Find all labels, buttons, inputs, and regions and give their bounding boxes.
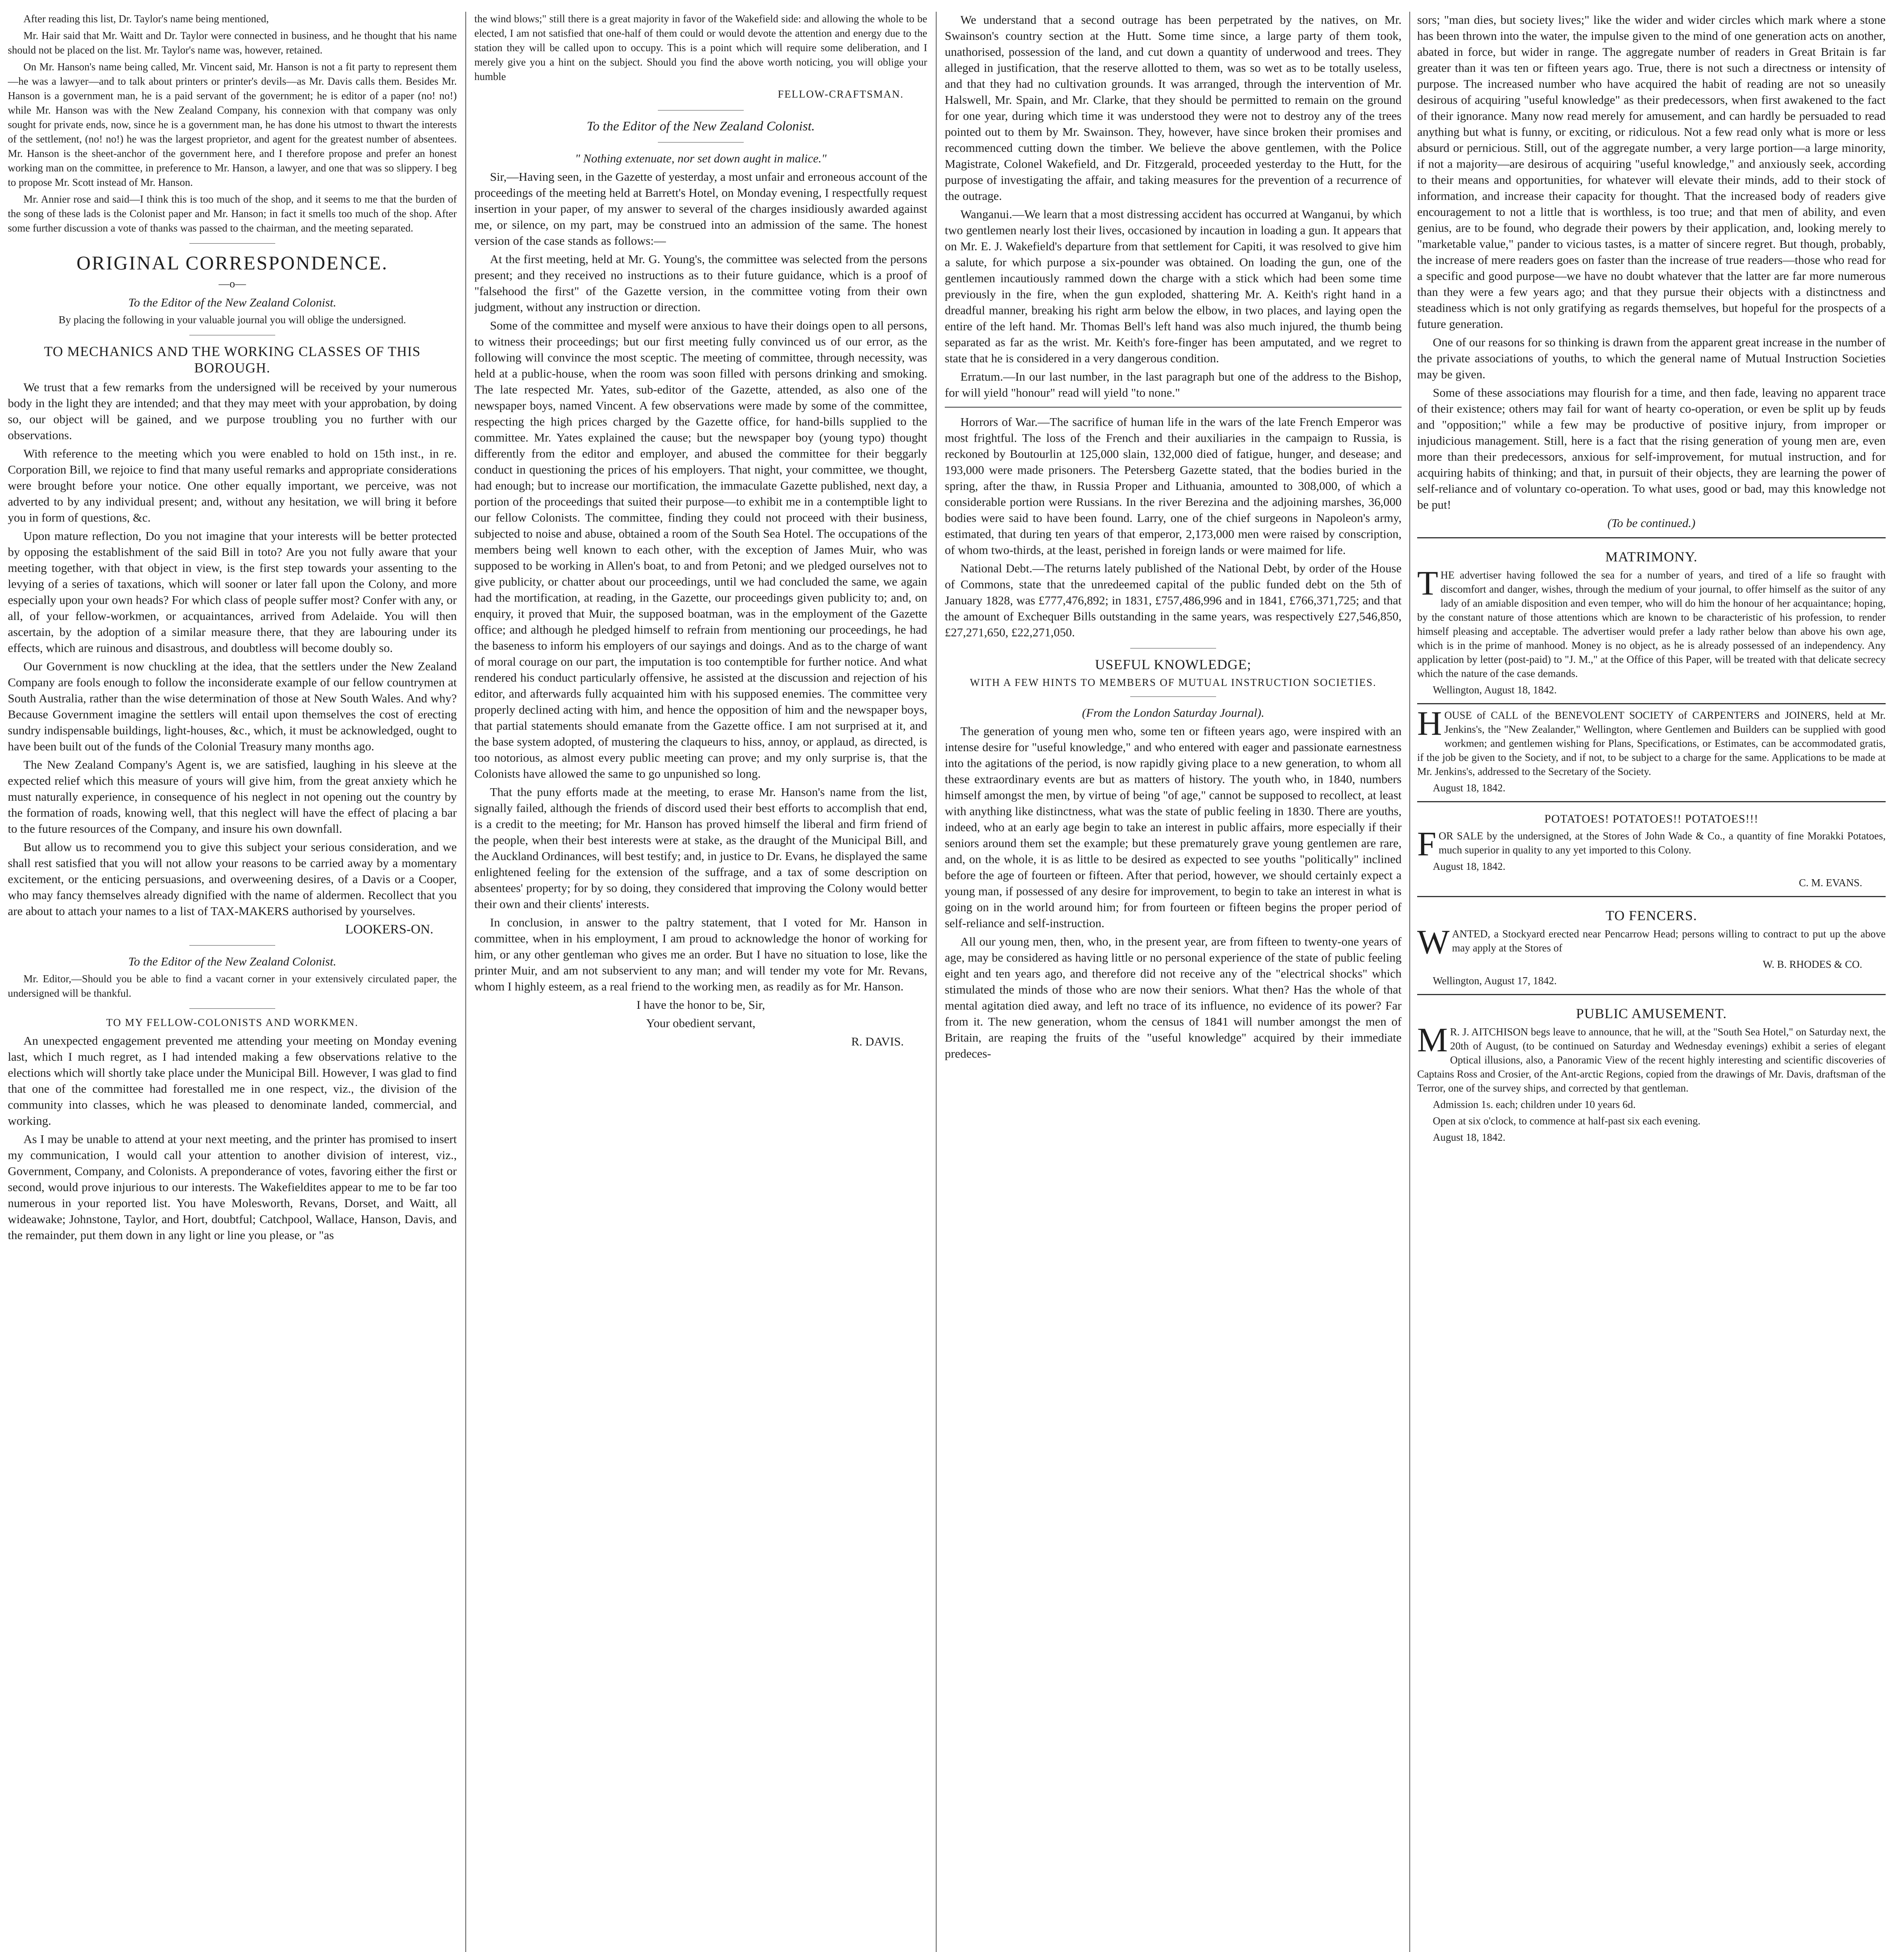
advertisement-text: MR. J. AITCHISON begs leave to announce, that he will, at the "South Sea Hotel," on Saturday next, the 20th of August, (to be continued on Saturday and Wednesday evenings) exhibit a series of elegant Optical illusions, also, a Panoramic View of the recent highly interesting and scientific discoveries of Captains Ross and Crosier, of the Ant-arctic Regions, copied from the drawings of Mr. Davis, draftsman of the Terror, one of the survey ships, and corrected by that gentleman. [1417, 1021, 1886, 1094]
divider [1130, 696, 1216, 697]
closing-line: Your obedient servant, [646, 1016, 756, 1030]
paragraph: We trust that a few remarks from the undersigned will be received by your numerous body in the light they are intended; and that they may meet with your approbation, by doing so, our object will be gained, and we purpose troubling you no further with our observations. [8, 380, 457, 442]
column-rule [465, 12, 466, 1952]
advertisement-date: Wellington, August 18, 1842. [1433, 684, 1557, 696]
paragraph: All our young men, then, who, in the present year, are from fifteen to twenty-one years of age, may be considered as having little or no personal experience of the state of public feeling eight and ten years ago, and therefore did not receive any of the "electrical shocks" which stimulated the minds of those who are now their seniors. What then? Has the whole of that mental agitation died away, and left no trace of its influence, no evidence of its power? Far from it. The new generation, whom the census of 1841 will number amongst the men of Britain, are reaping the fruits of the "useful knowledge" acquired by their immediate predeces- [945, 935, 1402, 1060]
advertisement-potatoes [1417, 801, 1886, 890]
column-2 [474, 12, 927, 1952]
paragraph: Sir,—Having seen, in the Gazette of yesterday, a most unfair and erroneous account of the proceedings of the meeting held at Barrett's Hotel, on Monday evening, I respectfully request insertion in your paper, of my answer to several of the charges insidiously awarded against me, or silence, on my part, may be construed into an admission of the same. The honest version of the case stands as follows:— [474, 170, 927, 248]
paragraph: One of our reasons for so thinking is drawn from the apparent great increase in the number of the private associations of youths, to which the general name of Mutual Instruction Societies may be given. [1417, 335, 1886, 381]
letter-address: To the Editor of the New Zealand Colonist. [128, 296, 337, 309]
paragraph: The New Zealand Company's Agent is, we are satisfied, laughing in his sleeve at the expected relief which this measure of yours will give him, from the great anxiety which he must naturally experience, in consequence of his neglect in not opening out the country by the formation of roads, knowing well, that this neglect will have the effect of placing a bar to the future resources of the Company, and insure his own downfall. [8, 758, 457, 835]
letter-heading: TO MECHANICS AND THE WORKING CLASSES OF THIS BOROUGH. [44, 344, 421, 376]
advertisement-line: Admission 1s. each; children under 10 years 6d. [1433, 1099, 1636, 1110]
news-item: National Debt.—The returns lately published of the National Debt, by order of the House of Commons, state that the unredeemed capital of the public funded debt on the 5th of January 1828, was £777,476,892; in 1831, £757,486,996 and in 1841, £766,371,725; and that the amount of Exchequer Bills outstanding in the same years, was respectively £27,546,850, £27,271,650, £22,271,050. [945, 561, 1402, 639]
paragraph: The generation of young men who, some ten or fifteen years ago, were inspired with an intense desire for "useful knowledge," and who entered with eager and passionate earnestness into the agitations of the period, is now rapidly giving place to a new generation, to whom all these extraordinary events are but as matters of history. The youth who, in 1840, numbers himself amongst the men, by virtue of being "of age," cannot be supposed to recollect, at least with anything like distinctness, what was the state of public feeling in 1830. There are youths, indeed, who at an early age begin to take an interest in public affairs, more especially if their seniors around them set the example; but these prematurely grave young gentlemen are rare, and, on the whole, it is as little to be desired as expected to see youths "politically" inclined before the age of fourteen or fifteen. After that period, however, we should certainly expect a young man, if possessed of any desire for improvement, to begin to take an interest in what is going on in the world around him; for from fourteen or fifteen begins the proper period of self-reliance and self-instruction. [945, 724, 1402, 930]
paragraph: At the first meeting, held at Mr. G. Young's, the committee was selected from the persons present; and they received no instructions as to their future guidance, which is a proof of "falsehood the first" of the Gazette version, in the committee voting from their own judgment, without any instruction or direction. [474, 252, 927, 314]
letter-address: To the Editor of the New Zealand Colonist. [128, 955, 337, 968]
advertisement-matrimony [1417, 537, 1886, 697]
divider [189, 945, 275, 946]
news-item: Horrors of War.—The sacrifice of human life in the wars of the late French Emperor was most frightful. The loss of the French and their auxiliaries in the campaign to Russia, is reckoned by Boutourlin at 125,000 slain, 132,000 died of fatigue, hunger, and desease; and 193,000 were made prisoners. The Petersberg Gazette stated, that the bodies buried in the spring, after the thaw, in Russia Proper and Lithuania, amounted to 308,000, of which a considerable portion were Russians. In the river Berezina and the adjoining marshes, 36,000 bodies were said to have been found. Larry, one of the chief surgeons in Napoleon's army, estimated, that during ten years of that emperor, 2,173,000 men were raised by conscription, of whom two-thirds, at the least, perished in foreign lands or were maimed for life. [945, 415, 1402, 557]
advertisement-date: August 18, 1842. [1433, 1131, 1506, 1143]
paragraph: the wind blows;" still there is a great majority in favor of the Wakefield side: and allowing the whole to be elected, I am not satisfied that one-half of them could or would devote the attention and energy due to the station they will be called upon to occupy. This is a point which will require some deliberation, and I merely give you a hint on the subject. Should you find the above worth noticing, you will oblige your humble [474, 13, 927, 82]
advertisement-date: August 18, 1842. [1433, 782, 1506, 794]
advertisement-signature: C. M. EVANS. [1799, 877, 1862, 889]
advertisement-text: WANTED, a Stockyard erected near Pencarrow Head; persons willing to contract to put up the above may apply at the Stores of [1417, 923, 1886, 961]
column-3 [945, 12, 1402, 1952]
paragraph: Upon mature reflection, Do you not imagine that your interests will be better protected by opposing the establishment of the said Bill in toto? Are you not fully aware that your meeting together, with that object in view, is the first step towards your assenting to the levying of a series of taxations, which will sooner or later fall upon the Colony, and more especially upon your own heads? For which class of people suffer most? Confer with any, or all, of your fellow-workmen, or acquaintances, arrived from Adelaide. You will then ascertain, by the adoption of a similar measure there, that they are labouring under its effects, which are ruinous and disastrous, and doubtless will become doubly so. [8, 529, 457, 655]
letter-address: To the Editor of the New Zealand Colonist. [586, 119, 815, 134]
paragraph: Some of these associations may flourish for a time, and then fade, leaving no apparent trace of their existence; others may fail for want of hearty co-operation, or even be split up by feuds and "opposition;" while a few may be productive of positive injury, from improper or injudicious management. Still, here is a fact that the rising generation of young men are, even more than their predecessors, anxious for self-improvement, for mutual instruction, and for acquiring habits of thinking; and that, in pursuit of their objects, they are learning the power of self-reliance and of voluntary co-operation. To what uses, good or bad, may this knowledge not be put! [1417, 386, 1886, 511]
continued-note: (To be continued.) [1607, 516, 1696, 530]
signature: FELLOW-CRAFTSMAN. [778, 88, 904, 100]
advertisement-fencers [1417, 896, 1886, 988]
article-source: (From the London Saturday Journal). [1082, 706, 1265, 720]
paragraph: But allow us to recommend you to give this subject your serious consideration, and we shall rest satisfied that you will not allow your reasons to be carried away by a momentary excitement, or the enticing persuasions, and overweening desires, of a Davis or a Cooper, who may fancy themselves already dignified with the name of aldermen. Recollect that you are about to attach your names to a list of TAX-MAKERS authorised by yourselves. [8, 840, 457, 918]
paragraph: After reading this list, Dr. Taylor's name being mentioned, [23, 13, 269, 25]
section-heading: ORIGINAL CORRESPONDENCE. [77, 252, 388, 274]
paragraph: Mr. Annier rose and said—I think this is too much of the shop, and it seems to me that the burden of the song of these lads is the Colonist paper and Mr. Hanson; in fact it smells too much of the shop. After some further discussion a vote of thanks was passed to the chairman, and the meeting separated. [8, 193, 457, 234]
advertisement-house-of-call [1417, 703, 1886, 795]
advertisement-heading: PUBLIC AMUSEMENT. [1576, 1006, 1727, 1021]
advertisement-text: HOUSE of CALL of the BENEVOLENT SOCIETY of CARPENTERS and JOINERS, held at Mr. Jenkins's, the "New Zealander," Wellington, where Gentlemen and Builders can be supplied with good workmen; and gentlemen wishing for Plans, Specifications, or Estimates, can be accommodated gratis, if the job be given to the Society, and if not, to be subject to a charge for the same. Applications to be made at Mr. Jenkins's, addressed to the Secretary of the Society. [1417, 705, 1886, 777]
news-item: Wanganui.—We learn that a most distressing accident has occurred at Wanganui, by which two gentlemen nearly lost their lives, occasioned by incaution in loading a gun. It appears that on Mr. E. J. Wakefield's departure from that settlement for Capiti, it was resolved to give him a salute, for which purpose a six-pounder was obtained. On loading the gun, one of the gentlemen incautiously rammed down the charge with a stick which had been some time previously in the fire, when the gun exploded, shattering Mr. A. Keith's right hand in a dreadful manner, breaking his right arm below the elbow, in two places, and laying open the entire of the left hand. Mr. Thomas Bell's left hand was also much injured, the thumb being separated as far as the wrist. Mr. Keith's fore-finger has been amputated, and we regret to state that he is considered in a very dangerous condition. [945, 207, 1402, 365]
advertisement-date: Wellington, August 17, 1842. [1433, 975, 1557, 987]
column-4 [1417, 12, 1886, 1952]
news-item: Erratum.—In our last number, in the last paragraph but one of the address to the Bishop, for will yield "honour" read will yield "to none." [945, 370, 1402, 399]
advertisement-text: FOR SALE by the undersigned, at the Stores of John Wade & Co., a quantity of fine Morakki Potatoes, much superior in quality to any yet imported to this Colony. [1417, 825, 1886, 863]
paragraph: Our Government is now chuckling at the idea, that the settlers under the New Zealand Company are fools enough to follow the inconsiderate example of our fellow countrymen at South Australia, rather than the wise determination of those at New South Wales. And why? Because Government imagine the settlers will entail upon themselves the cost of erecting sundry indispensable buildings, light-houses, &c., which, it must be acknowledged, ought to have been built out of the funds of the Colonial Treasury many months ago. [8, 659, 457, 753]
advertisement-date: August 18, 1842. [1433, 860, 1506, 872]
letter-heading: TO MY FELLOW-COLONISTS AND WORKMEN. [106, 1017, 359, 1028]
paragraph: sors; "man dies, but society lives;" like the wider and wider circles which mark where a stone has been thrown into the water, the impulse given to the mind of one generation acts on another, abated in force, but wider in range. The aggregate number of readers in Great Britain is far greater than it was ten or fifteen years ago. True, there is not such a directness or intensity of purpose. The increased number who have acquired the habit of reading are not so uneasily desirous of acquiring "useful knowledge" as their predecessors, when first awakened to the fact of their ignorance. Many now read merely for amusement, and can hardly be persuaded to read anything but what is funny, or exciting, or ridiculous. Not a few read only what is more or less absurd or pernicious. Still, out of the aggregate number, a very large portion—a large minority, if not a majority—are desirous of acquiring "useful knowledge," and anxiously seek, according to their means and opportunities, for whatever will elevate their minds, add to their stock of information, and increase their capacity for thought. That the increased body of readers give encouragement to not a little that is worthless, is too true; and that men of ability, and even genius, are to be found, who degrade their powers by their application, and, looking merely to "marketable value," pander to vicious tastes, is a matter of sincere regret. But though, probably, the increase of mere readers goes on faster than the increase of true readers—those who read for a specific and good purpose—we have no doubt whatever that the latter are far more numerous than they were a few years ago; and that they pursue their objects with a distinctness and steadiness which is not only gratifying as regards themselves, but hopeful for the prospects of a future generation. [1417, 13, 1886, 331]
advertisement-heading: MATRIMONY. [1605, 549, 1698, 565]
letter-note: Mr. Editor,—Should you be able to find a vacant corner in your extensively circulated paper, the undersigned will be thankful. [8, 973, 457, 999]
heading-dash: —o— [219, 278, 246, 290]
advertisement-heading: POTATOES! POTATOES!! POTATOES!!! [1544, 812, 1759, 825]
divider [189, 243, 275, 244]
column-rule [936, 12, 937, 1952]
column-rule [1409, 12, 1410, 1952]
paragraph: In conclusion, in answer to the paltry statement, that I voted for Mr. Hanson in committee, when in his employment, I am proud to acknowledge the honor of working for him, or any other gentleman who gives me an order. But I have no situation to lose, like the printer Muir, and am not subservient to any man; and will tender my vote for Mr. Revans, whom I highly esteem, as a real friend to the working men, as readily as for Mr. Hanson. [474, 915, 927, 993]
paragraph: An unexpected engagement prevented me attending your meeting on Monday evening last, which I much regret, as I had intended making a few observations relative to the elections which will shortly take place under the Municipal Bill. However, I was glad to find that one of the committee had forestalled me in one respect, viz., the division of the community into classes, which he was pleased to denominate landed, commercial, and working. [8, 1034, 457, 1127]
signature: R. DAVIS. [851, 1035, 904, 1048]
column-1 [8, 12, 457, 1952]
article-subheading: WITH A FEW HINTS TO MEMBERS OF MUTUAL INSTRUCTION SOCIETIES. [970, 677, 1377, 688]
paragraph: With reference to the meeting which you were enabled to hold on 15th inst., in re. Corporation Bill, we rejoice to find that many useful remarks and appropriate considerations were brought before your notice. One other equally important, we perceive, was not adverted to by any individual present; and, without any hesitation, we will bring it before you in form of questions, &c. [8, 447, 457, 524]
advertisement-public-amusement [1417, 994, 1886, 1144]
paragraph: As I may be unable to attend at your next meeting, and the printer has promised to insert my communication, I would call your attention to another division of interest, viz., Government, Company, and Colonists. A preponderance of votes, favoring either the first or second, would prove injurious to our interests. The Wakefieldites appear to me to be far too numerous in your reported list. You have Molesworth, Revans, Dorset, and Waitt, all wideawake; Johnstone, Taylor, and Hort, doubtful; Catchpool, Wallace, Hanson, Davis, and the remainder, put them down in any light or line you please, or "as [8, 1132, 457, 1242]
letter-note: By placing the following in your valuable journal you will oblige the undersigned. [58, 314, 406, 326]
paragraph: On Mr. Hanson's name being called, Mr. Vincent said, Mr. Hanson is not a fit party to represent them—he was a lawyer—and to talk about printers or printer's devils—as Mr. Davis calls them. Besides Mr. Hanson is a government man, he is a paid servant of the government; he is editor of a paper (no! no!) while Mr. Hanson was with the New Zealand Company, his connexion with that company was only sought for private ends, now, since he is a government man, he has done his utmost to thwart the interests of the settlement, (no! no!) he was the largest proprietor, and agent for the greatest number of absentees. Mr. Hanson is the sheet-anchor of the government here, and I therefore propose and prefer an honest working man on the committee, in preference to Mr. Hanson, a lawyer, and one that was so slippery. I beg to propose Mr. Scott instead of Mr. Hanson. [8, 61, 457, 188]
divider [945, 407, 1402, 408]
signature: LOOKERS-ON. [345, 922, 433, 937]
news-item: We understand that a second outrage has been perpetrated by the natives, on Mr. Swainson's country section at the Hutt. Some time since, a large party of them took, unathorised, possession of the land, and cut down a quantity of underwood and trees. They alleged in justification, that the reserve allotted to them, was so wet as to be totally useless, and that they had no cultivation grounds. It was arranged, through the intervention of Mr. Halswell, Mr. Spain, and Mr. Clarke, that they should be permitted to remain on the ground for one year, during which time it was understood they were not to destroy any of the trees pointed out to them by Mr. Swainson. They, however, have since broken their promises and recommenced cutting down the timber. We believe the above gentlemen, with the Police Magistrate, Colonel Wakefield, and Dr. Fitzgerald, proceeded yesterday to the Hutt, for the purpose of investigating the affair, and taking measures for the prevention of a recurrence of the outrage. [945, 13, 1402, 203]
closing-line: I have the honor to be, Sir, [636, 998, 765, 1012]
paragraph: That the puny efforts made at the meeting, to erase Mr. Hanson's name from the list, signally failed, although the friends of discord used their best efforts to accomplish that end, is a credit to the meeting; for Mr. Hanson has proved himself the liberal and firm friend of the people, when their best interests were at stake, as the draught of the Municipal Bill, and the Auckland Ordinances, will best testify; and, in justice to Dr. Evans, he displayed the same enlightened feeling for the extension of the suffrage, and a tax of some description on absentees' property; for by so doing, they considered that improving the Colony would better their own and their clients' interests. [474, 785, 927, 911]
motto: " Nothing extenuate, nor set down aught in malice." [575, 151, 827, 165]
advertisement-line: Open at six o'clock, to commence at half-past six each evening. [1433, 1115, 1701, 1127]
paragraph: Some of the committee and myself were anxious to have their doings open to all persons, to witness their proceedings; but our first meeting fully convinced us of our error, as the following will convince the most sceptic. The meeting of committee, through necessity, was held at a public-house, when the room was soon filled with persons drinking and smoking. The late respected Mr. Yates, sub-editor of the Gazette, attended, as also one of the newspaper boys, named Vincent. A few observations were made by some of the committee, respecting the high prices charged by the Gazette office, for hand-bills supplied to the committee. Mr. Yates explained the cause; but the newspaper boy (young typo) thought differently from the editor and employer, and abused the committee for their beggarly conduct in questioning the prices of his employers. That night, your committee, we thought, had enough; but to increase our mortification, the immaculate Gazette published, next day, a portion of the proceedings that suited their purpose—to exhibit me in a contemptible light to our fellow Colonists. The committee, finding they could not proceed with their business, subjected to noise and abuse, obtained a room of the South Sea Hotel. The occupations of the members being well known to each other, with the exception of James Muir, who was supposed to be working in Allen's boat, to and from Petoni; and we pledged ourselves not to give publicity, or chatter about our proceedings, until we had concluded the same, we again had the mortification, at reading, in the Gazette, our proceedings given publicity to; and, on enquiry, it proved that Muir, the supposed boatman, was in the employment of the Gazette office; and although he pledged himself to refrain from mentioning our proceedings, he had the baseness to inform his employers of our sayings and doings. And as to the charge of want of moral courage on our part, the imputation is too contemptible for further notice. And what rendered his conduct particularly offensive, he assisted at the discussion and rejection of his editor, and afterwards fully acquainted him with his supposed enemies. The committee very properly declined acting with him, and hence the opposition of him and the newspaper boys, that partial statements should emanate from the Gazette office. I am not surprised at it, and the base system adopted, of mustering the claqueurs to hiss, annoy, or applaud, as directed, is too notorious, as almost every public meeting can prove; and my only surprise is, that the Colonists have allowed the same to go unpunished so long. [474, 319, 927, 780]
advertisement-signature: W. B. RHODES & CO. [1763, 958, 1862, 970]
article-heading: USEFUL KNOWLEDGE; [1095, 657, 1252, 672]
paragraph: Mr. Hair said that Mr. Waitt and Dr. Taylor were connected in business, and he thought that his name should not be placed on the list. Mr. Taylor's name was, however, retained. [8, 30, 457, 56]
advertisement-heading: TO FENCERS. [1605, 908, 1697, 923]
divider [189, 1008, 275, 1009]
advertisement-text: THE advertiser having followed the sea for a number of years, and tired of a life so fraught with discomfort and danger, wishes, through the medium of your journal, to offer himself as the suitor of any lady of an amiable disposition and even temper, who will do him the honour of her acquaintance; hoping, by the constant nature of those attentions which are known to be characteristic of his profession, to render himself pleasing and acceptable. The advertiser would prefer a lady rather below than above his own age, which is in the prime of manhood. Money is no object, as he is already possessed of an independency. Any application by letter (post-paid) to "J. M.," at the Office of this Paper, will be treated with that delicate secrecy which the nature of the case demands. [1417, 565, 1886, 679]
